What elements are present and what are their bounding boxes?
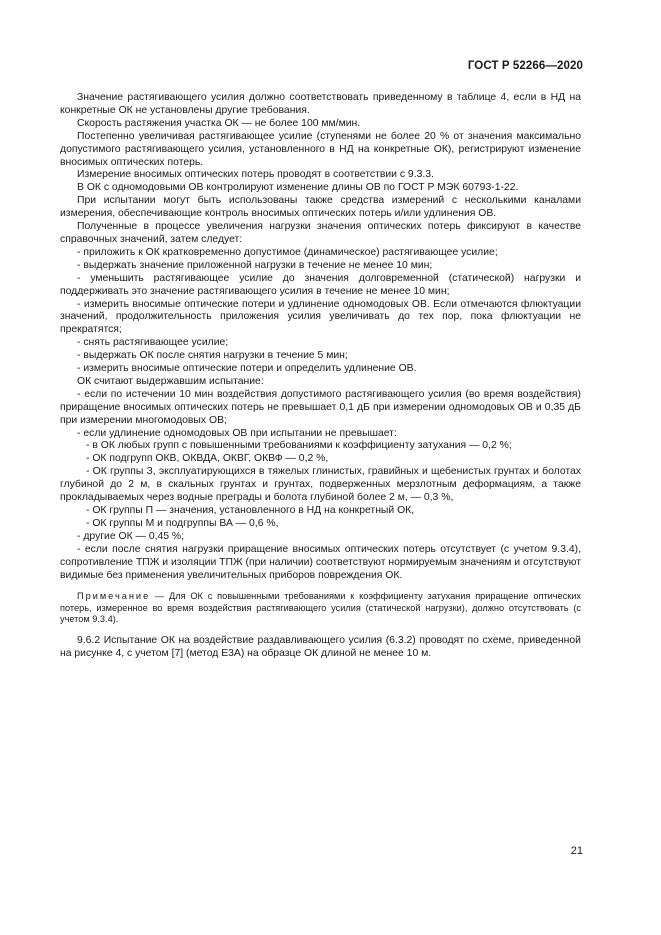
note-label: Примечание — [77, 591, 151, 602]
paragraph: Значение растягивающего усилия должно соответствовать приведенному в таблице 4, если в НД на конкретные ОК не установлены другие требования. — [60, 92, 581, 116]
paragraph: - ОК группы З, эксплуатирующихся в тяжелых глинистых, гравийных и щебенистых грунтах и болотах глубиной до 2 м, в скальных грунтах и грунтах, подверженных мерзлотным деформациям, а также прокладываемых через водные преграды и болота глубиной более 2 м, — 0,3 %, — [60, 466, 581, 504]
paragraph: - выдержать значение приложенной нагрузки в течение не менее 10 мин; — [77, 259, 433, 271]
paragraph: ОК считают выдержавшим испытание: — [77, 375, 264, 387]
paragraph: - в ОК любых групп с повышенными требованиями к коэффициенту затухания — 0,2 %; — [86, 440, 512, 452]
paragraph: - выдержать ОК после снятия нагрузки в течение 5 мин; — [77, 350, 348, 362]
page-body — [60, 92, 581, 660]
paragraph: Измерение вносимых оптических потерь проводят в соответствии с 9.3.3. — [77, 169, 434, 181]
paragraph: - если удлинение одномодовых ОВ при испытании не превышает: — [77, 427, 397, 439]
paragraph: - если по истечении 10 мин воздействия допустимого растягивающего усилия (во время воздействия) приращение вносимых оптических потерь не превышает 0,1 дБ при измерении одномодовых ОВ и 0,35 дБ при измерении многомодовых ОВ; — [60, 388, 581, 426]
paragraph: Полученные в процессе увеличения нагрузки значения оптических потерь фиксируют в качестве справочных значений, затем следует: — [60, 221, 581, 245]
paragraph: - снять растягивающее усилие; — [77, 337, 229, 349]
paragraph-list — [60, 92, 581, 582]
paragraph: - ОК группы М и подгруппы ВА — 0,6 %, — [86, 517, 279, 529]
paragraph: - измерить вносимые оптические потери и удлинение одномодовых ОВ. Если отмечаются флюктуации значений, продолжительность приложения усилия увеличивать до тех пор, пока флюктуации не прекратятся; — [60, 298, 581, 336]
paragraph: - другие ОК — 0,45 %; — [77, 530, 185, 542]
paragraph: - ОК подгрупп ОКВ, ОКВДА, ОКВГ, ОКВФ — 0,2 %, — [86, 453, 329, 465]
paragraph: При испытании могут быть использованы также средства измерений с несколькими каналами измерения, обеспечивающие контроль вносимых оптических потерь и/или удлинения ОВ. — [60, 195, 581, 220]
standard-designation: ГОСТ Р 52266—2020 — [467, 60, 583, 72]
paragraph: В ОК с одномодовыми ОВ контролируют изменение длины ОВ по ГОСТ Р МЭК 60793-1-22. — [77, 182, 519, 194]
paragraph: Скорость растяжения участка ОК — не более 100 мм/мин. — [77, 117, 361, 129]
paragraph: - приложить к ОК кратковременно допустимое (динамическое) растягивающее усилие; — [77, 246, 498, 258]
paragraph: Постепенно увеличивая растягивающее усилие (ступенями не более 20 % от значения максимально допустимого растягивающего усилия, установленного в НД на конкретные ОК), регистрируют изменение вносимых оптических потерь. — [60, 130, 581, 168]
paragraph: - ОК группы П — значения, установленного в НД на конкретный ОК, — [86, 505, 415, 516]
note — [60, 591, 581, 625]
section-9-6-2: 9.6.2 Испытание ОК на воздействие раздавливающего усилия (6.3.2) проводят по схеме, приведенной на рисунке 4, с учетом [7] (метод Е3А) на образце ОК длиной не менее 10 м. — [60, 634, 581, 659]
paragraph: - измерить вносимые оптические потери и определить удлинение ОВ. — [77, 363, 417, 375]
paragraph: - уменьшить растягивающее усилие до значения долговременной (статической) нагрузки и поддерживать это значение растягивающего усилия в течение не менее 10 мин; — [60, 272, 581, 297]
note-text: — Для ОК с повышенными требованиями к коэффициенту затухания приращение оптических потерь, измеренное во время воздействия растягивающего усилия (статической нагрузки), должно отсутствовать (с учетом 9.3.4). — [60, 591, 581, 625]
paragraph: - если после снятия нагрузки приращение вносимых оптических потерь отсутствует (с учетом 9.3.4), сопротивление ТПЖ и изоляции ТПЖ (при наличии) соответствуют нормируемым значениям и отсутствуют видимые без применения увеличительных приборов повреждения ОК. — [60, 543, 581, 581]
page-number: 21 — [570, 845, 583, 857]
